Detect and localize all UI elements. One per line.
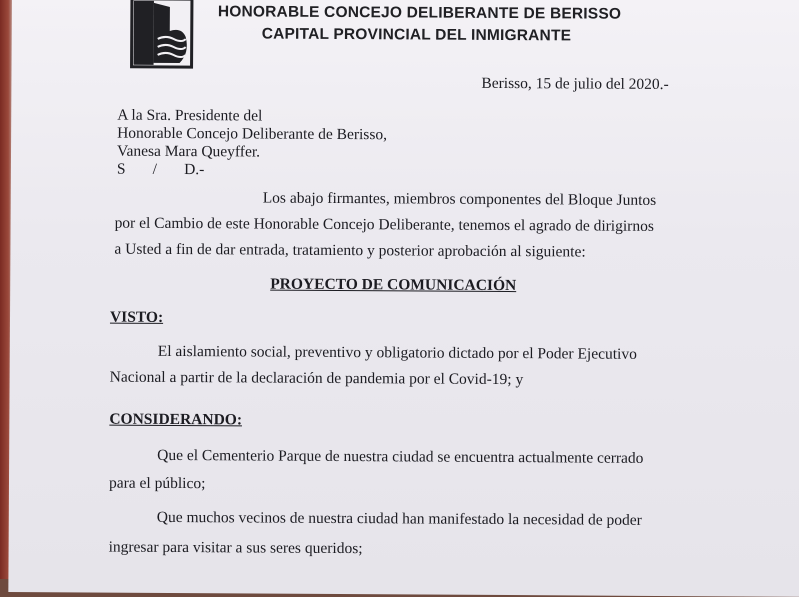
considerando-line: para el público; (108, 474, 206, 493)
visto-heading: VISTO: (109, 308, 164, 326)
address-line: A la Sra. Presidente del (117, 106, 263, 125)
header-line-1: HONORABLE CONCEJO DELIBERANTE DE BERISSO (217, 3, 622, 23)
considerando-line: Que el Cementerio Parque de nuestra ciudad se encuentra actualmente cerrado (157, 446, 644, 467)
visto-line: Nacional a partir de la declaración de pandemia por el Covid-19; y (109, 368, 524, 389)
considerando-heading: CONSIDERANDO: (109, 410, 243, 429)
address-line: S / D.- (116, 160, 205, 179)
intro-line: a Usted a fin de dar entrada, tratamiento y posterior aprobación al siguiente: (114, 240, 586, 261)
header-line-2: CAPITAL PROVINCIAL DEL INMIGRANTE (261, 25, 572, 45)
considerando-line: ingresar para visitar a sus seres queridos; (108, 538, 363, 558)
date-line: Berisso, 15 de julio del 2020.- (481, 74, 669, 94)
project-title: PROYECTO DE COMUNICACIÓN (270, 275, 517, 295)
intro-line: Los abajo firmantes, miembros componentes del Bloque Juntos (262, 189, 657, 209)
address-line: Honorable Concejo Deliberante de Berisso, (117, 124, 388, 144)
intro-line: por el Cambio de este Honorable Concejo Deliberante, tenemos el agrado de dirigirnos (114, 214, 654, 235)
document-page (8, 0, 799, 597)
considerando-line: Que muchos vecinos de nuestra ciudad han manifestado la necesidad de poder (156, 508, 642, 529)
visto-line: El aislamiento social, preventivo y obligatorio dictado por el Poder Ejecutivo (157, 342, 637, 363)
address-line: Vanesa Mara Queyffer. (116, 142, 261, 161)
council-logo (130, 0, 194, 69)
